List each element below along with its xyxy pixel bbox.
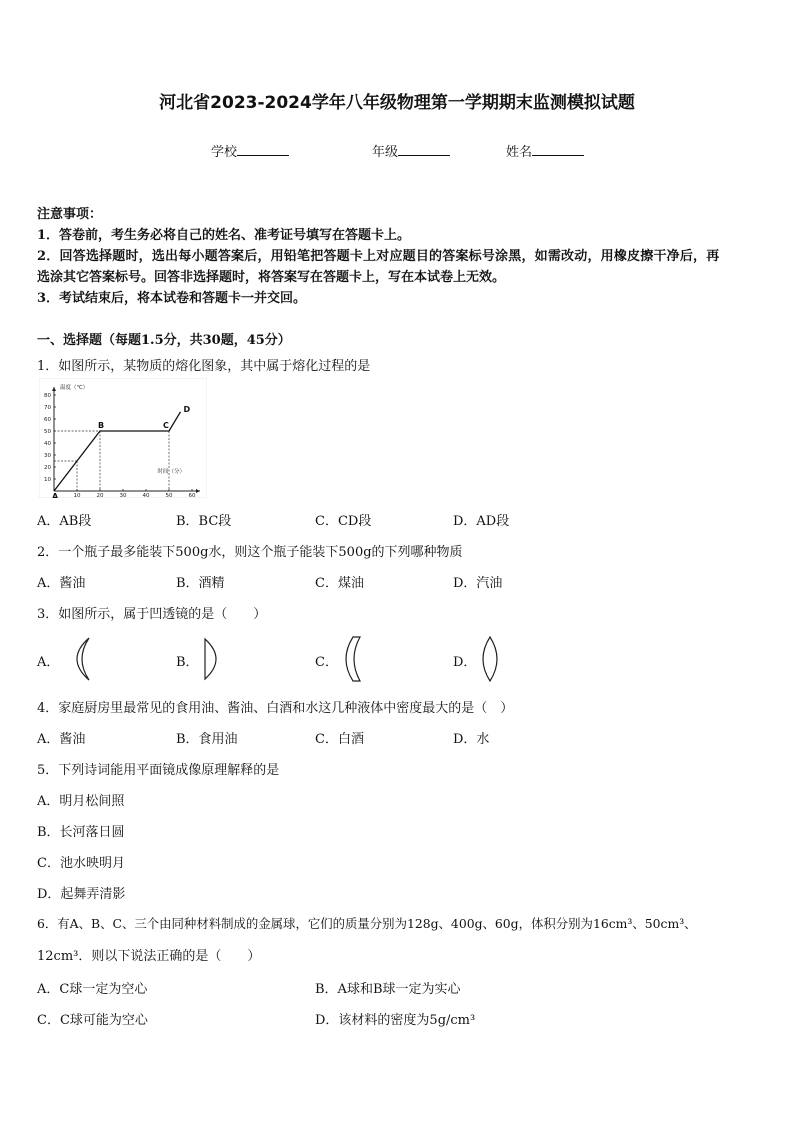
x-tick-label: 60	[188, 493, 196, 498]
school-blank[interactable]	[237, 143, 289, 156]
chart-frame	[39, 378, 207, 498]
option-b[interactable]: B．BC段	[176, 514, 232, 529]
y-tick-label: 40	[44, 441, 51, 447]
grade-label: 年级	[372, 145, 399, 160]
section-heading: 一、选择题（每题1.5分，共30题，45分）	[37, 333, 291, 348]
y-tick-label: 60	[44, 417, 51, 423]
point-label: B	[98, 421, 105, 430]
option-a[interactable]: A．酱油	[37, 576, 86, 591]
option-d[interactable]: D．水	[453, 732, 490, 747]
option-d[interactable]: D．AD段	[453, 514, 510, 529]
option-b[interactable]: B．长河落日圆	[37, 825, 125, 840]
option-c[interactable]: C．	[315, 655, 338, 670]
x-tick-label: 20	[96, 493, 104, 498]
concave-lens-c-icon[interactable]	[338, 634, 368, 684]
note-item: 2．回答选择题时，选出每小题答案后，用铅笔把答题卡上对应题目的答案标号涂黑，如需改动，用橡皮擦干净后，再	[37, 249, 720, 264]
option-a[interactable]: A．AB段	[37, 514, 92, 529]
question-stem: 3．如图所示，属于凹透镜的是（ ）	[37, 607, 267, 622]
note-item: 1．答卷前，考生务必将自己的姓名、准考证号填写在答题卡上。	[37, 228, 411, 243]
option-d[interactable]: D．	[453, 655, 477, 670]
option-b[interactable]: B．	[176, 655, 199, 670]
grade-field[interactable]	[372, 141, 450, 160]
point-label: C	[163, 421, 169, 430]
point-label: D	[183, 404, 191, 414]
school-field[interactable]	[211, 141, 289, 160]
option-c[interactable]: C．池水映明月	[37, 856, 125, 871]
y-tick-label: 70	[44, 405, 51, 411]
x-tick-label: 30	[119, 493, 127, 498]
point-label: A	[52, 492, 59, 498]
x-tick-label: 10	[73, 493, 81, 498]
question-stem: 2．一个瓶子最多能装下500g水，则这个瓶子能装下500g的下列哪种物质	[37, 545, 463, 560]
notes-heading: 注意事项：	[37, 207, 103, 222]
option-a[interactable]: A．C球一定为空心	[37, 982, 148, 997]
option-c[interactable]: C．煤油	[315, 576, 364, 591]
option-a[interactable]: A．明月松间照	[37, 794, 125, 809]
y-tick-label: 80	[44, 393, 51, 399]
option-d[interactable]: D．起舞弄清影	[37, 887, 126, 902]
x-axis-label: 时间（分）	[157, 469, 186, 475]
grade-blank[interactable]	[398, 143, 450, 156]
question-stem: 4．家庭厨房里最常见的食用油、酱油、白酒和水这几种液体中密度最大的是（ ）	[37, 701, 514, 716]
option-b[interactable]: B．食用油	[176, 732, 238, 747]
option-d[interactable]: D．该材料的密度为5g/cm³	[315, 1013, 476, 1028]
option-c[interactable]: C．白酒	[315, 732, 364, 747]
y-tick-label: 50	[44, 429, 51, 435]
name-blank[interactable]	[532, 143, 584, 156]
name-label: 姓名	[506, 145, 533, 160]
school-label: 学校	[211, 145, 238, 160]
x-tick-label: 40	[142, 493, 150, 498]
question-stem: 6．有A、B、C、三个由同种材料制成的金属球，它们的质量分别为128g、400g、60g，体积分别为16cm³、50cm³、	[37, 916, 697, 931]
plano-convex-lens-icon[interactable]	[200, 636, 230, 682]
name-field[interactable]	[506, 141, 584, 160]
question-stem: 5．下列诗词能用平面镜成像原理解释的是	[37, 763, 280, 778]
option-b[interactable]: B．A球和B球一定为实心	[315, 982, 461, 997]
option-b[interactable]: B．酒精	[176, 576, 225, 591]
page-title: 河北省2023-2024学年八年级物理第一学期期末监测模拟试题	[159, 93, 635, 113]
melting-chart	[39, 378, 207, 498]
y-tick-label: 30	[44, 453, 51, 459]
note-item: 3．考试结束后，将本试卷和答题卡一并交回。	[37, 291, 307, 306]
y-axis-label: 温度（℃）	[60, 385, 89, 391]
note-item: 选涂其它答案标号。回答非选择题时，将答案写在答题卡上，写在本试卷上无效。	[37, 270, 506, 285]
option-a[interactable]: A．酱油	[37, 732, 86, 747]
y-tick-label: 10	[44, 477, 51, 483]
question-stem: 1．如图所示，某物质的熔化图象，其中属于熔化过程的是	[37, 359, 371, 374]
question-stem-cont: 12cm³．则以下说法正确的是（ ）	[37, 949, 261, 964]
x-tick-label: 50	[165, 493, 173, 498]
option-c[interactable]: C．CD段	[315, 514, 372, 529]
y-tick-label: 20	[44, 465, 51, 471]
option-a[interactable]: A．	[37, 655, 60, 670]
concave-lens-a-icon[interactable]	[62, 636, 98, 682]
option-d[interactable]: D．汽油	[453, 576, 503, 591]
convex-lens-icon[interactable]	[478, 634, 502, 684]
option-c[interactable]: C．C球可能为空心	[37, 1013, 148, 1028]
